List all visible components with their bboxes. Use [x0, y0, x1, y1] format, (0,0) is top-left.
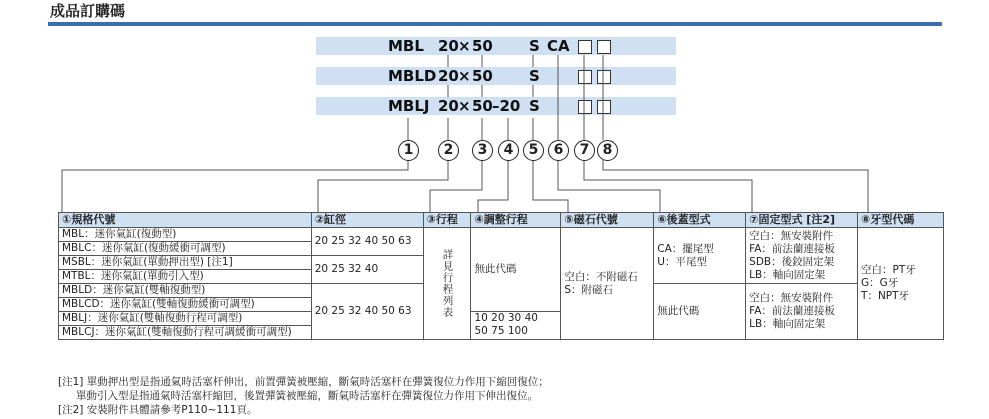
circle-number-2: 2 — [438, 140, 459, 161]
thread-option: 空白：PT牙 — [861, 264, 916, 276]
header-adjust: ④調整行程 — [471, 213, 561, 228]
fix-option: LB：軸向固定架 — [749, 318, 826, 330]
adjust-values-line2: 50 75 100 — [474, 325, 528, 337]
magnet-cell — [561, 228, 654, 340]
table-header-row — [59, 213, 944, 228]
header-bore: ②缸徑 — [311, 213, 423, 228]
fix-option: LB：軸向固定架 — [749, 268, 826, 281]
rear-cell — [654, 228, 746, 284]
bore-cell: 20 25 32 40 50 63 — [311, 284, 423, 340]
code-x: × — [458, 67, 471, 85]
circle-number-4: 4 — [498, 140, 519, 161]
note-1: [注1] 單動押出型是指通氣時活塞杆伸出，前置彈簧被壓縮，斷氣時活塞杆在彈簧復位力作用下縮回復位； — [58, 376, 549, 388]
adjust-none-cell: 無此代碼 — [471, 228, 561, 312]
thread-option: T：NPT牙 — [861, 290, 910, 302]
stroke-text: 詳見行程列表 — [441, 249, 454, 318]
note-1b: 單動引入型是指通氣時活塞杆縮回，後置彈簧被壓縮，斷氣時活塞杆在彈簧復位力作用下伸出復位。 — [76, 390, 538, 402]
adjust-values-cell — [471, 312, 561, 340]
header-stroke: ③行程 — [423, 213, 471, 228]
fix-option: 空白：無安裝附件 — [749, 292, 834, 304]
notes — [58, 375, 549, 417]
model-cell: MTBL：迷你氣缸(單動引入型) — [59, 270, 312, 284]
code-magnet: S — [529, 37, 540, 55]
page-title: 成品訂購碼 — [50, 2, 126, 20]
note-2: [注2] 安裝附件具體請參考P110~111頁。 — [58, 404, 258, 416]
fix-option: FA：前法蘭連接板 — [749, 242, 835, 255]
table-row — [59, 228, 944, 242]
circle-number-1: 1 — [398, 140, 419, 161]
code-size: 20 — [438, 97, 459, 115]
code-magnet: S — [529, 67, 540, 85]
code-stroke: 50 — [472, 37, 493, 55]
fix-option: 空白：無安裝附件 — [749, 229, 834, 242]
code-magnet: S — [529, 97, 540, 115]
stroke-cell — [423, 228, 471, 340]
thread-cell — [858, 228, 944, 340]
code-model: MBL — [388, 37, 424, 55]
bore-cell: 20 25 32 40 50 63 — [311, 228, 423, 256]
code-rear: CA — [547, 37, 570, 55]
header-model: ①規格代號 — [59, 213, 312, 228]
code-x: × — [458, 37, 471, 55]
adjust-values-line1: 10 20 30 40 — [474, 312, 538, 324]
model-cell: MBLD：迷你氣缸(雙軸復動型) — [59, 284, 312, 298]
bore-cell: 20 25 32 40 — [311, 256, 423, 284]
header-magnet: ⑤磁石代號 — [561, 213, 654, 228]
magnet-option-s: S：附磁石 — [564, 283, 614, 296]
rear-option-u: U：平尾型 — [657, 255, 707, 268]
rear-option-ca: CA：擺尾型 — [657, 242, 714, 255]
code-stroke: 50 — [472, 67, 493, 85]
fix-cell-a — [746, 228, 858, 284]
circle-number-5: 5 — [523, 140, 544, 161]
circle-number-3: 3 — [472, 140, 493, 161]
header-rear: ⑥後蓋型式 — [654, 213, 746, 228]
fix-option: SDB：後鉸固定架 — [749, 255, 835, 268]
code-model: MBLD — [388, 67, 437, 85]
header-fix: ⑦固定型式 [注2] — [746, 213, 858, 228]
code-model: MBLJ — [388, 97, 430, 115]
model-cell: MBL：迷你氣缸(復動型) — [59, 228, 312, 242]
model-cell: MBLCD：迷你氣缸(雙軸復動緩衝可調型) — [59, 298, 312, 312]
code-stroke: 50 — [472, 97, 493, 115]
circle-number-6: 6 — [548, 140, 569, 161]
model-cell: MSBL：迷你氣缸(單動押出型) [注1] — [59, 256, 312, 270]
code-size: 20 — [438, 37, 459, 55]
code-size: 20 — [438, 67, 459, 85]
fix-cell-b — [746, 284, 858, 340]
order-code-table — [58, 212, 944, 340]
fix-option: FA：前法蘭連接板 — [749, 305, 835, 317]
circle-number-8: 8 — [597, 140, 618, 161]
model-cell: MBLC：迷你氣缸(復動緩衝可調型) — [59, 242, 312, 256]
rear-none-cell: 無此代碼 — [654, 284, 746, 340]
thread-option: G：G牙 — [861, 277, 899, 289]
code-adjust: –20 — [492, 97, 521, 115]
model-cell: MBLCJ：迷你氣缸(雙軸復動行程可調緩衝可調型) — [59, 326, 312, 340]
code-x: × — [458, 97, 471, 115]
model-cell: MBLJ：迷你氣缸(雙軸復動行程可調型) — [59, 312, 312, 326]
magnet-option-blank: 空白：不附磁石 — [564, 270, 638, 283]
header-thread: ⑧牙型代碼 — [858, 213, 944, 228]
circle-number-7: 7 — [574, 140, 595, 161]
